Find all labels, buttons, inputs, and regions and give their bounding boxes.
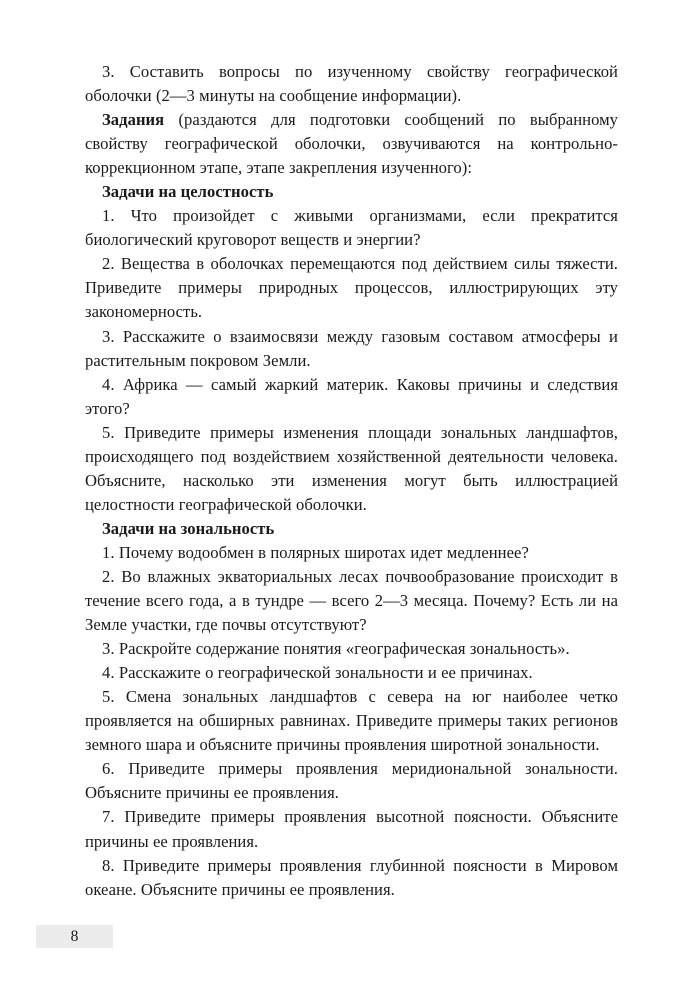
page-number-box bbox=[36, 925, 113, 948]
zonalnost-item-8: 8. Приведите примеры проявления глубинной поясности в Мировом океане. Объясните причины ее проявления. bbox=[85, 855, 618, 899]
paragraph-zadaniya bbox=[85, 108, 618, 180]
heading-tselostnost: Задачи на целостность bbox=[102, 182, 274, 202]
tselostnost-item-4: 4. Африка — самый жаркий материк. Каковы причины и следствия этого? bbox=[85, 374, 618, 418]
tselostnost-item-2: 2. Вещества в оболочках перемещаются под действием силы тяжести. Приведите примеры природных процессов, иллюстрирующих эту закономерность. bbox=[85, 254, 618, 322]
tselostnost-item-3: 3. Расскажите о взаимосвязи между газовым составом атмосферы и растительным покровом Земли. bbox=[85, 326, 618, 370]
paragraph-zadaniya-lead: Задания bbox=[102, 110, 165, 130]
text-column bbox=[85, 60, 618, 902]
zonalnost-item-3: 3. Раскройте содержание понятия «географическая зональность». bbox=[102, 639, 570, 659]
paragraph-zadaniya-rest: (раздаются для подготовки сообщений по выбранному свойству географической оболочки, озвучиваются на контрольно-коррекционном этапе, этапе закрепления изученного): bbox=[85, 110, 618, 178]
tselostnost-item-1: 1. Что произойдет с живыми организмами, если прекратится биологический круговорот веществ и энергии? bbox=[85, 206, 618, 250]
zonalnost-item-1: 1. Почему водообмен в полярных широтах идет медленнее? bbox=[102, 542, 529, 562]
zonalnost-item-6: 6. Приведите примеры проявления меридиональной зональности. Объясните причины ее проявления. bbox=[85, 759, 618, 803]
paragraph-item-3: 3. Составить вопросы по изученному свойству географической оболочки (2—3 минуты на сообщение информации). bbox=[85, 62, 618, 106]
zonalnost-item-7: 7. Приведите примеры проявления высотной поясности. Объясните причины ее проявления. bbox=[85, 807, 618, 851]
zonalnost-item-4: 4. Расскажите о географической зональности и ее причинах. bbox=[102, 663, 533, 683]
zonalnost-item-5: 5. Смена зональных ландшафтов с севера на юг наиболее четко проявляется на обширных равнинах. Приведите примеры таких регионов земного шара и объясните причины проявления широтной зональности. bbox=[85, 687, 618, 755]
zonalnost-item-2: 2. Во влажных экваториальных лесах почвообразование происходит в течение всего года, а в тундре — всего 2—3 месяца. Почему? Есть ли на Земле участки, где почвы отсутствуют? bbox=[85, 566, 618, 635]
tselostnost-item-5: 5. Приведите примеры изменения площади зональных ландшафтов, происходящего под воздействием хозяйственной деятельности человека. Объясните, насколько эти изменения могут быть иллюстрацией целостности географической оболочки. bbox=[85, 422, 618, 514]
heading-zonalnost: Задачи на зональность bbox=[102, 518, 275, 538]
page-number: 8 bbox=[70, 927, 79, 945]
